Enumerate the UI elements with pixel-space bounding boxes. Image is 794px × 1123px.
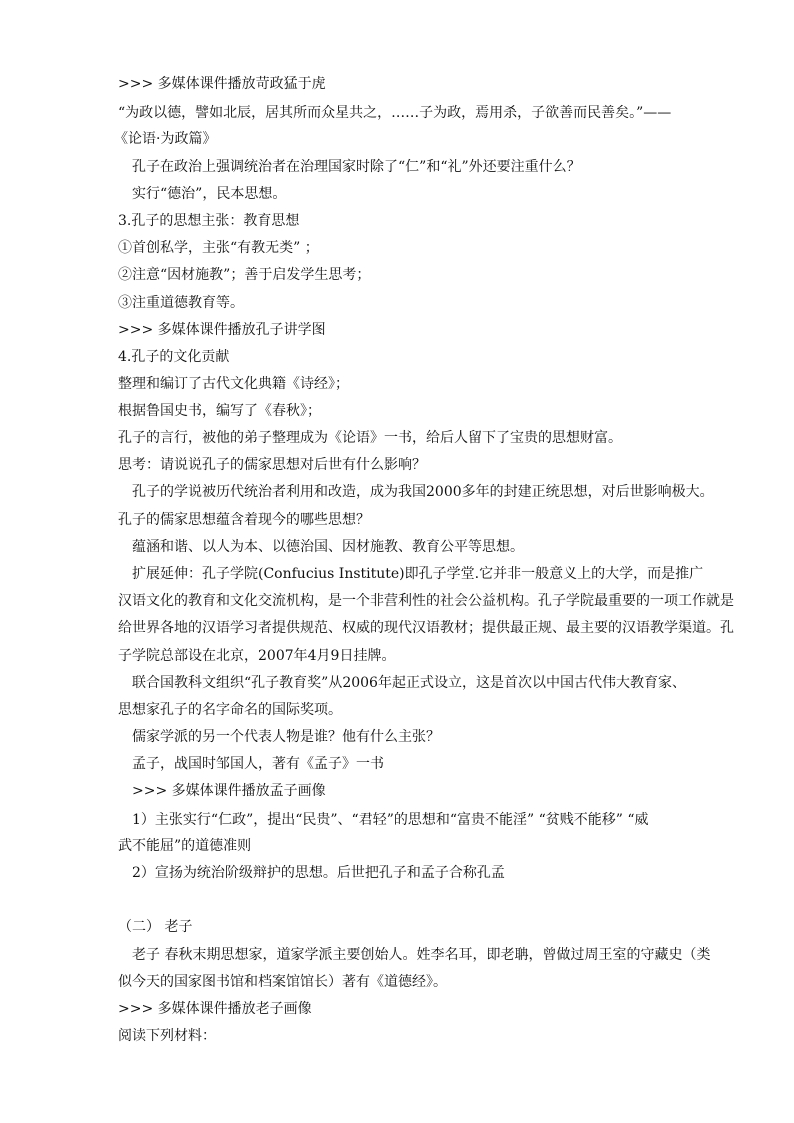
body-line: 整理和编订了古代文化典籍《诗经》；	[118, 376, 349, 392]
body-line: 子学院总部设在北京，2007年4月9日挂牌。	[118, 648, 396, 664]
body-line: 汉语文化的教育和文化交流机构，是一个非营利性的社会公益机构。孔子学院最重要的一项工作就是	[118, 593, 734, 609]
body-line: 老子 春秋末期思想家，道家学派主要创始人。姓李名耳，即老聃，曾做过周王室的守藏史（类	[132, 947, 711, 963]
quote-source-line: 《论语·为政篇》	[114, 131, 217, 147]
question-line: 思考：请说说孔子的儒家思想对后世有什么影响？	[118, 457, 426, 473]
multimedia-note-line: >>> 多媒体课件播放老子画像	[118, 1001, 312, 1017]
multimedia-note-line: >>> 多媒体课件播放孟子画像	[132, 783, 326, 799]
question-line: 儒家学派的另一个代表人物是谁？他有什么主张？	[132, 729, 440, 745]
list-item-line: 1）主张实行“仁政”，提出“民贵”、“君轻”的思想和“富贵不能淫” “贫贱不能移” “威	[132, 812, 649, 828]
answer-line: 实行“德治”，民本思想。	[132, 186, 287, 202]
list-item-line: 2）宣扬为统治阶级辩护的思想。后世把孔子和孟子合称孔孟	[132, 865, 505, 881]
question-line: 孔子在政治上强调统治者在治理国家时除了“仁”和“礼”外还要注重什么？	[132, 159, 581, 175]
section-heading-line: 4.孔子的文化贡献	[118, 349, 230, 365]
section-heading-line: 3.孔子的思想主张：教育思想	[118, 213, 300, 229]
list-item-line: ②注意“因材施教”；善于启发学生思考；	[118, 267, 371, 283]
question-line: 孔子的儒家思想蕴含着现今的哪些思想？	[118, 512, 370, 528]
body-line: 给世界各地的汉语学习者提供规范、权威的现代汉语教材；提供最正规、最主要的汉语教学渠道。孔	[118, 620, 734, 636]
list-item-line: ①首创私学，主张“有教无类” ；	[118, 240, 319, 256]
list-item-line: ③注重道德教育等。	[118, 295, 244, 311]
multimedia-note-line: >>> 多媒体课件播放苛政猛于虎	[118, 76, 326, 92]
list-item-continuation-line: 武不能屈”的道德准则	[118, 838, 252, 854]
body-line: 阅读下列材料：	[118, 1028, 216, 1044]
body-line: 似今天的国家图书馆和档案馆馆长）著有《道德经》。	[118, 974, 447, 990]
answer-line: 蕴涵和谐、以人为本、以德治国、因材施教、教育公平等思想。	[132, 539, 524, 555]
answer-line: 孔子的学说被历代统治者利用和改造，成为我国2000多年的封建正统思想，对后世影响极大。	[132, 484, 714, 500]
body-line: 根据鲁国史书，编写了《春秋》；	[118, 403, 321, 419]
answer-line: 孟子，战国时邹国人，著有《孟子》一书	[132, 756, 384, 772]
body-line: 联合国教科文组织“孔子教育奖”从2006年起正式设立，这是首次以中国古代伟大教育家、	[132, 675, 686, 691]
multimedia-note-line: >>> 多媒体课件播放孔子讲学图	[118, 322, 326, 338]
section-heading-line: （二） 老子	[118, 919, 193, 935]
quote-line: “为政以德，譬如北辰，居其所而众星共之，……子为政，焉用杀，子欲善而民善矣。”——	[118, 105, 672, 121]
body-line: 孔子的言行，被他的弟子整理成为《论语》一书，给后人留下了宝贵的思想财富。	[118, 430, 622, 446]
body-line: 思想家孔子的名字命名的国际奖项。	[118, 702, 342, 718]
body-line: 扩展延伸：孔子学院(Confucius Institute)即孔子学堂.它并非一般意义上的大学，而是推广	[132, 566, 704, 582]
